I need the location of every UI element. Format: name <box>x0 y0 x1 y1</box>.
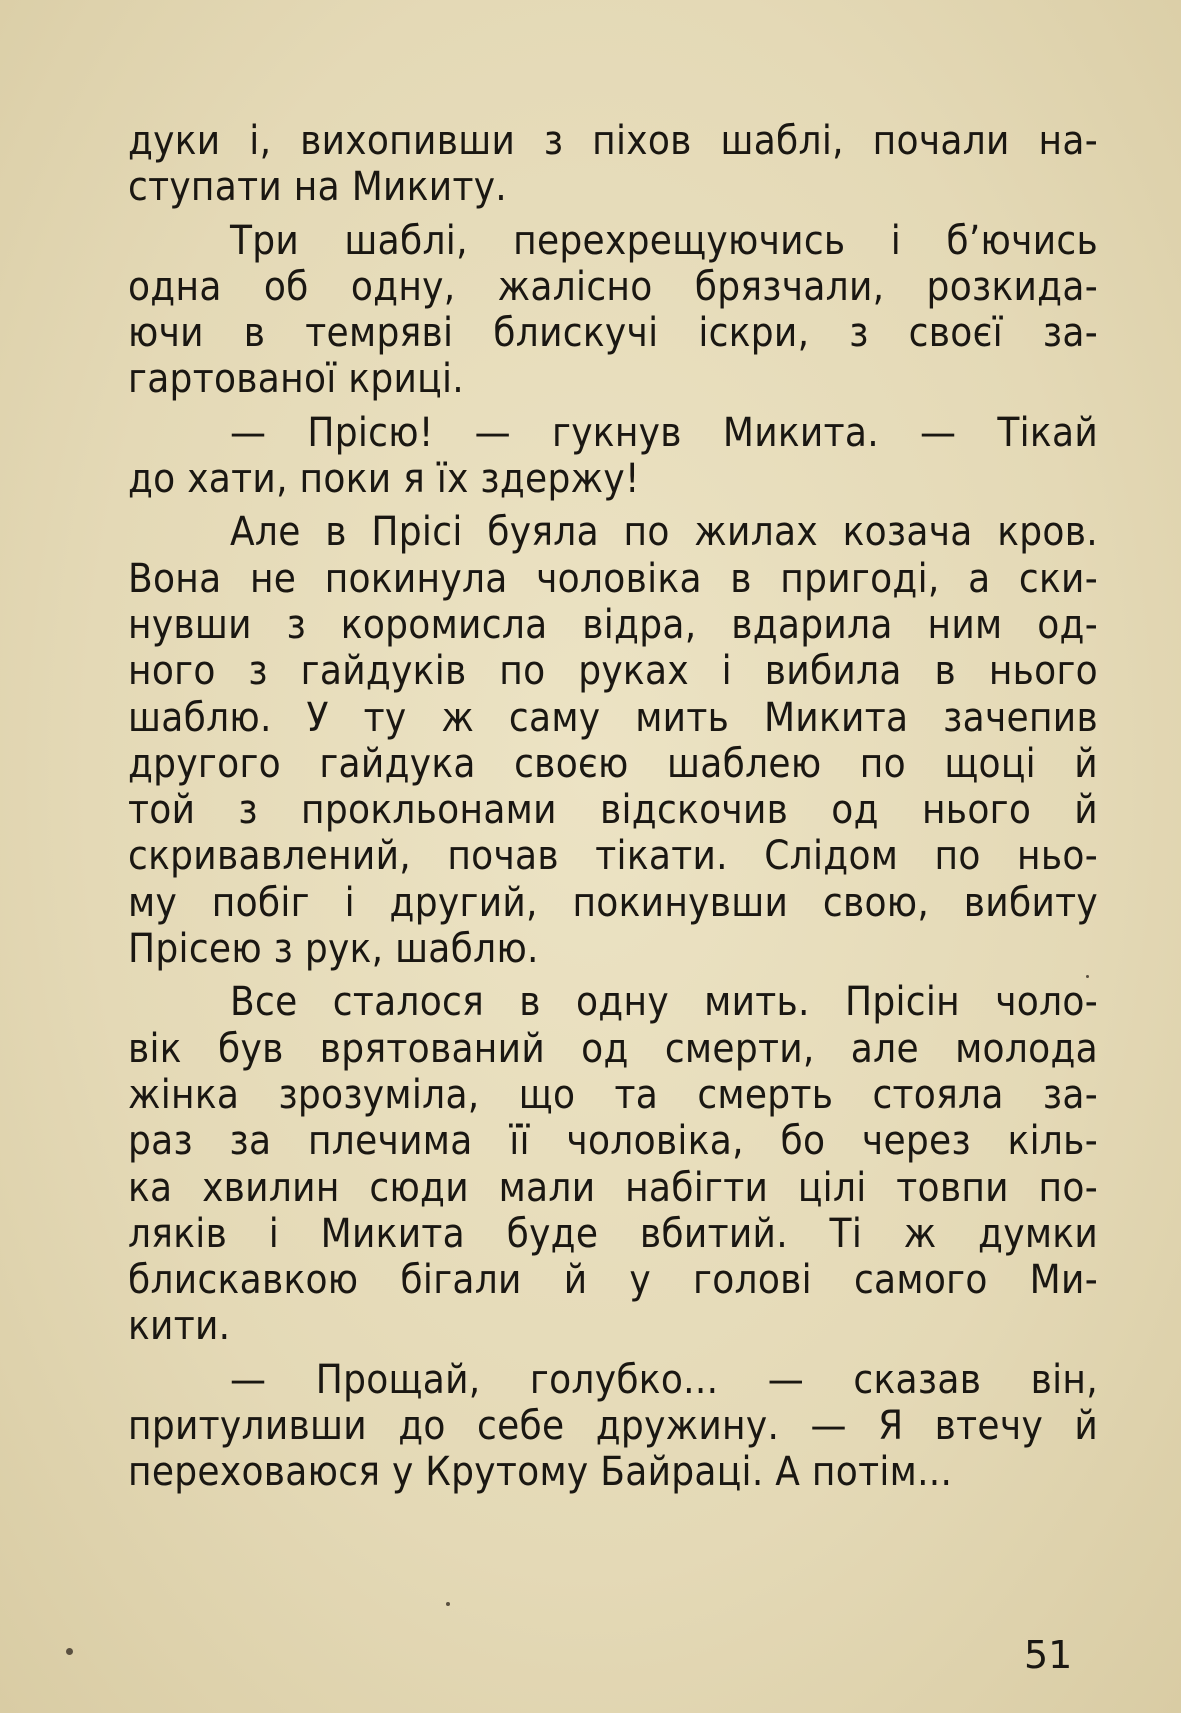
text-line: ка хвилин сюди мали набігти цілі товпи по- <box>128 1164 1098 1211</box>
text-line: кити. <box>128 1303 231 1350</box>
page-number: 51 <box>1024 1633 1073 1677</box>
text-line: дуки і, вихопивши з піхов шаблі, почали на- <box>128 118 1098 164</box>
paragraph-4 <box>128 509 1098 972</box>
text-line: жінка зрозуміла, що та смерть стояла за- <box>128 1071 1098 1118</box>
paragraph-1 <box>128 118 1098 211</box>
text-line: блискавкою бігали й у голові самого Ми- <box>128 1257 1098 1304</box>
text-line: раз за плечима її чоловіка, бо через кіль- <box>128 1118 1098 1165</box>
body-text <box>128 118 1098 1503</box>
text-line: притуливши до себе дружину. — Я втечу й <box>128 1403 1098 1450</box>
text-line: одна об одну, жалісно брязчали, розкида- <box>128 263 1098 310</box>
text-line: той з прокльонами відскочив од нього й <box>128 787 1098 834</box>
paragraph-6 <box>128 1357 1098 1496</box>
paragraph-5 <box>128 979 1098 1349</box>
text-line: Але в Прісі буяла по жилах козача кров. <box>230 509 1098 556</box>
paper-speck <box>1086 975 1089 978</box>
text-line: ступати на Микиту. <box>128 164 508 211</box>
text-line: ляків і Микита буде вбитий. Ті ж думки <box>128 1210 1098 1257</box>
text-line: вік був врятований од смерти, але молода <box>128 1025 1098 1072</box>
text-line: му побіг і другий, покинувши свою, вибиту <box>128 879 1098 926</box>
text-line: гартованої криці. <box>128 356 464 403</box>
text-line: ного з гайдуків по руках і вибила в нього <box>128 648 1098 695</box>
text-line: Прісею з рук, шаблю. <box>128 926 539 973</box>
paragraph-2 <box>128 218 1098 403</box>
text-line: — Прощай, голубко... — сказав він, <box>230 1356 1098 1403</box>
text-line: нувши з коромисла відра, вдарила ним од- <box>128 601 1098 648</box>
text-line: ючи в темряві блискучі іскри, з своєї за- <box>128 310 1098 357</box>
text-line: переховаюся у Крутому Байраці. А потім... <box>128 1449 953 1496</box>
text-line: шаблю. У ту ж саму мить Микита зачепив <box>128 694 1098 741</box>
paper-speck <box>446 1602 450 1606</box>
text-line: Вона не покинула чоловіка в пригоді, а ски- <box>128 555 1098 602</box>
text-line: другого гайдука своєю шаблею по щоці й <box>128 740 1098 787</box>
text-line: до хати, поки я їх здержу! <box>128 456 640 503</box>
text-line: скривавлений, почав тікати. Слідом по ньо- <box>128 833 1098 880</box>
paper-speck <box>66 1648 73 1655</box>
text-line: Все сталося в одну мить. Прісін чоло- <box>230 979 1098 1026</box>
text-line: Три шаблі, перехрещуючись і б’ючись <box>230 217 1098 264</box>
text-line: — Прісю! — гукнув Микита. — Тікай <box>230 409 1098 456</box>
paragraph-3 <box>128 410 1098 503</box>
